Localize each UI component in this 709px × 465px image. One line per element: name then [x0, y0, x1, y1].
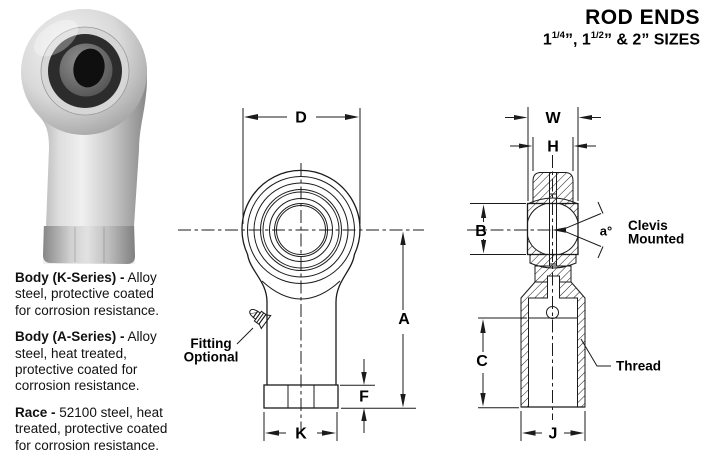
size-segment: ” & 2” SIZES [603, 31, 700, 49]
dim-label-a: A [398, 311, 410, 328]
dim-label-f: F [359, 388, 369, 406]
dim-c [476, 318, 527, 408]
angle-label: a° [599, 223, 613, 239]
size-segment: ”, [564, 31, 582, 49]
dim-label-d: D [295, 109, 307, 127]
dim-f [340, 359, 375, 433]
front-view-drawing [178, 108, 424, 443]
clevis-callout [628, 218, 684, 247]
clevis-label-line1: Clevis [628, 218, 668, 233]
material-body: Alloy steel, protective coated for corrosion resistance. [15, 270, 160, 318]
rod-end-photo [21, 9, 147, 264]
size-segment: 1 [542, 31, 552, 49]
size-segment: 1 [581, 31, 591, 49]
dim-label-h: H [547, 138, 559, 156]
front-view-centerlines [178, 163, 424, 437]
side-view-drawing [467, 107, 684, 443]
material-body: 52100 steel, heat treated, protective coated for corrosion resistance. [15, 404, 168, 453]
page-title: ROD ENDS [585, 6, 700, 29]
thread-wall-left [521, 282, 548, 407]
material-lead: Body (A-Series) - [15, 329, 125, 345]
fitting-label-line1: Fitting [190, 336, 232, 351]
bore-hatch-bottom [550, 255, 557, 265]
angle-callout [552, 202, 612, 258]
dim-label-b: B [475, 223, 487, 240]
dim-label-w: W [545, 110, 561, 127]
clevis-label-line2: Mounted [628, 231, 685, 247]
dim-b [470, 204, 526, 255]
dim-a [341, 232, 416, 409]
bore-hatch-top [550, 194, 557, 204]
material-body: Alloy steel, heat treated, protective coated for corrosion resistance. [15, 329, 157, 394]
dim-label-j: J [548, 425, 558, 443]
material-lead: Body (K-Series) - [15, 270, 125, 285]
fitting-label-line2: Optional [183, 349, 239, 365]
dim-label-k: K [295, 425, 307, 443]
material-lead: Race - [15, 404, 56, 420]
thread-wall-right [560, 282, 586, 407]
size-fraction: 1/4 [551, 30, 565, 41]
thread-label: Thread [616, 358, 662, 374]
thread-callout [581, 339, 661, 374]
dim-label-c: C [476, 353, 488, 370]
size-fraction: 1/2 [590, 30, 604, 41]
fitting-callout [184, 328, 253, 365]
photo-hex-shade [43, 226, 135, 264]
